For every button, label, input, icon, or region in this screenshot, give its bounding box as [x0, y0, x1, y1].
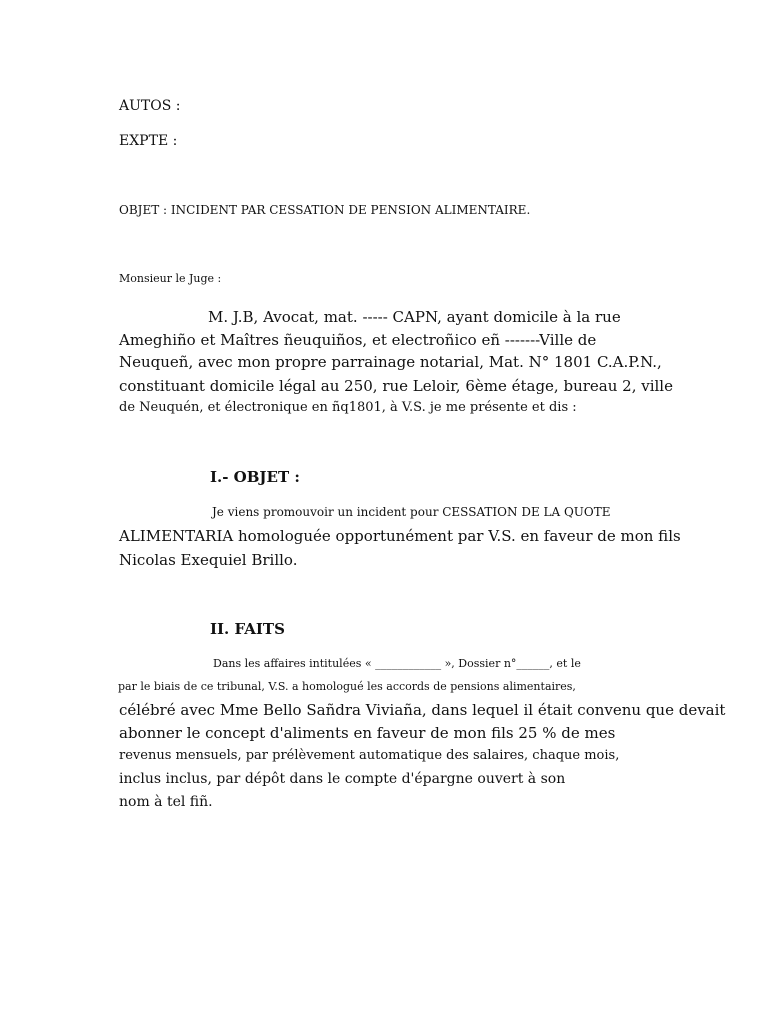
intro-line: Ameghiño et Maîtres ñeuquiños, et electroñico eñ -------Ville de — [119, 331, 597, 349]
section-line: revenus mensuels, par prélèvement automatique des salaires, chaque mois, — [119, 748, 620, 763]
salutation: Monsieur le Juge : — [119, 272, 222, 285]
section-line: par le biais de ce tribunal, V.S. a homologué les accords de pensions alimentaires, — [118, 680, 576, 693]
objet-line: OBJET : INCIDENT PAR CESSATION DE PENSION ALIMENTAIRE. — [119, 203, 531, 217]
section-line: Je viens promouvoir un incident pour CESSATION DE LA QUOTE — [212, 505, 611, 519]
section-heading: I.- OBJET : — [210, 468, 300, 486]
intro-line: M. J.B, Avocat, mat. ----- CAPN, ayant domicile à la rue — [208, 308, 621, 326]
section-line: Dans les affaires intitulées « ____________ », Dossier n°______, et le — [213, 657, 581, 670]
section-line: Nicolas Exequiel Brillo. — [119, 551, 298, 569]
expte-label: EXPTE : — [119, 133, 178, 149]
intro-line: constituant domicile légal au 250, rue Leloir, 6ème étage, bureau 2, ville — [119, 377, 673, 395]
section-line: inclus inclus, par dépôt dans le compte d'épargne ouvert à son — [119, 771, 566, 787]
section-line: célébré avec Mme Bello Sañdra Viviaña, dans lequel il était convenu que devait — [119, 701, 726, 719]
section-line: nom à tel fiñ. — [119, 794, 213, 810]
section-line: ALIMENTARIA homologuée opportunément par V.S. en faveur de mon fils — [119, 527, 681, 545]
intro-line: Neuqueñ, avec mon propre parrainage notarial, Mat. N° 1801 C.A.P.N., — [119, 353, 662, 371]
section-heading: II. FAITS — [210, 620, 285, 638]
intro-line: de Neuquén, et électronique en ñq1801, à V.S. je me présente et dis : — [119, 400, 577, 415]
section-line: abonner le concept d'aliments en faveur de mon fils 25 % de mes — [119, 724, 616, 742]
autos-label: AUTOS : — [119, 98, 181, 114]
